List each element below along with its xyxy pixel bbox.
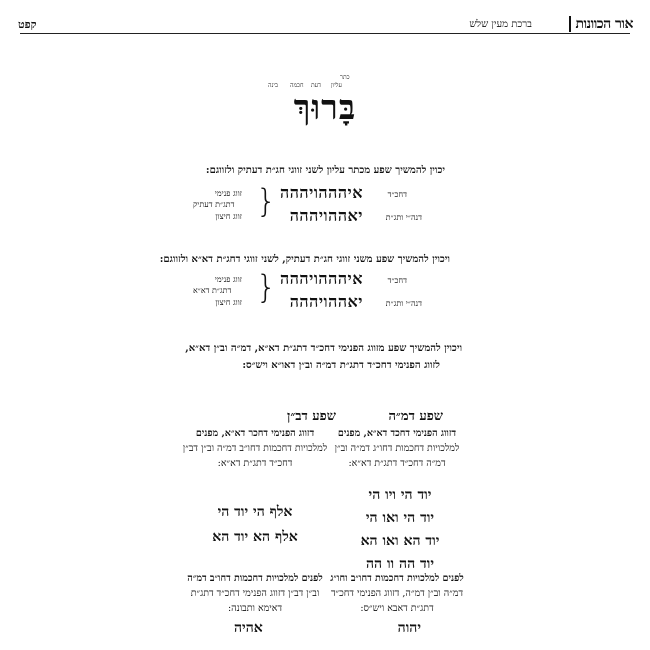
left-text2-line: וב״ן דב״ן דזווג הפנימי דחכ״ד דתג״ת [190, 588, 320, 599]
divine-name: יוד הי ואו הי [365, 510, 435, 526]
block1-brace: { [256, 182, 277, 220]
divine-name: אלף הי יוד הי [217, 504, 293, 520]
left-text1-line: דזווג הפנימי דחכר דא״א, מפנים [195, 428, 315, 439]
left-col-title: שפע דב״ן [287, 409, 336, 424]
label-chochma: חכמה [290, 82, 304, 89]
block2-title: ויכוין להמשיך שפע משני זווגי חג״ת דעתיק, לשני זווגי דחג״ת דא״א ולזווגם: [159, 254, 450, 265]
label-keter: כתר [340, 74, 350, 81]
block2-row2-name: יאההויההה [289, 292, 363, 311]
block2-row1-note: דחכ״ד [387, 276, 407, 285]
label-daat: דעת [311, 82, 321, 89]
block2-row2-note: דנה״י ותג״ת [385, 299, 422, 308]
block1-title: יכוין להמשיך שפע מכתר עליון לשני זווגי חג״ת דעתיק ולזווגם: [205, 165, 445, 176]
divine-name: אלף הא יוד הא [212, 529, 298, 545]
block1-brace-label: דתג״ת דעתיק [193, 200, 235, 209]
block2-row1-label: זווג פנימי [214, 275, 242, 284]
block3-line2: לזווג הפנימי דחכ״ד דתג״ת דמ״ה וב״ן דאו״א ויש״ס: [242, 360, 440, 371]
label-bina: בינה [268, 82, 278, 89]
block2-row1-name: איהההויההה [280, 269, 363, 288]
divine-name: יוד הה וו הה [366, 556, 434, 572]
right-col-text1 [322, 426, 472, 471]
divine-name: יוד הי ויו הי [368, 487, 432, 503]
block2-brace-label: דתג״ת דא״א [193, 286, 232, 295]
right-text2-line: דתג״ת דאבא ויש״ס: [360, 603, 434, 614]
right-text1-line: דמ״ה דחכ״ד דתג״ת דא״א: [348, 458, 446, 469]
section-title: ברכת מעין שלש [469, 19, 532, 30]
label-elyon: עליון [331, 82, 342, 89]
block1-row2-name: יאההויההה [289, 206, 363, 225]
left-col-text1 [175, 426, 335, 471]
right-col-final-name: יהוה [397, 620, 421, 636]
right-text2-line: דמ״ה וב״ן דמ״ה, דזווג הפנימי דחכ״ד [330, 588, 464, 599]
left-text2-line: לפנים למלכויות דחכמות דחו״ב דמ״ה [187, 573, 323, 584]
right-text1-line: למלכויות דחכמות דחו״ג דמ״ה וב״ן [334, 443, 460, 454]
left-col-final-name: אהיה [234, 620, 263, 636]
left-col-text2 [175, 571, 335, 616]
block2-row2-label: זווג חיצון [215, 298, 242, 307]
block1-row1-name: איהההויההה [280, 183, 363, 202]
header-rule [20, 33, 630, 34]
book-title: אור הכוונות [569, 16, 633, 33]
right-col-title: שפע דמ״ה [388, 409, 443, 424]
block2-brace: { [256, 268, 277, 306]
right-col-names [330, 484, 470, 576]
left-text2-line: דאימא ותבונה: [227, 603, 283, 614]
page-number: קפט [18, 18, 37, 31]
right-text2-line: לפנים למלכויות דחכמות דחו״ב וחו״ג [330, 573, 464, 584]
block1-row1-label: זווג פנימי [214, 189, 242, 198]
divine-name: יוד הא ואו הא [360, 533, 440, 549]
heading-word: בָּרוּךְ [293, 88, 357, 128]
block1-row2-label: זווג חיצון [215, 212, 242, 221]
block3-line1: ויכוין להמשיך שפע מזווג הפנימי דחכ״ד דתג״ת דא״א, דמ״ה וב״ן דא״א, [185, 343, 462, 354]
left-text1-line: דחכ״ד דתג״ת דא״א: [217, 458, 293, 469]
right-col-text2 [322, 571, 472, 616]
block1-row1-note: דחכ״ד [387, 190, 407, 199]
left-text1-line: למלכויות דחכמות דחו״ב דמ״ה וב״ן דב״ן [182, 443, 328, 454]
block1-row2-note: דנה״י ותג״ת [385, 213, 422, 222]
left-col-names [180, 500, 330, 550]
right-text1-line: דזווג הפנימי דחכד דא״א, מפנים [337, 428, 457, 439]
